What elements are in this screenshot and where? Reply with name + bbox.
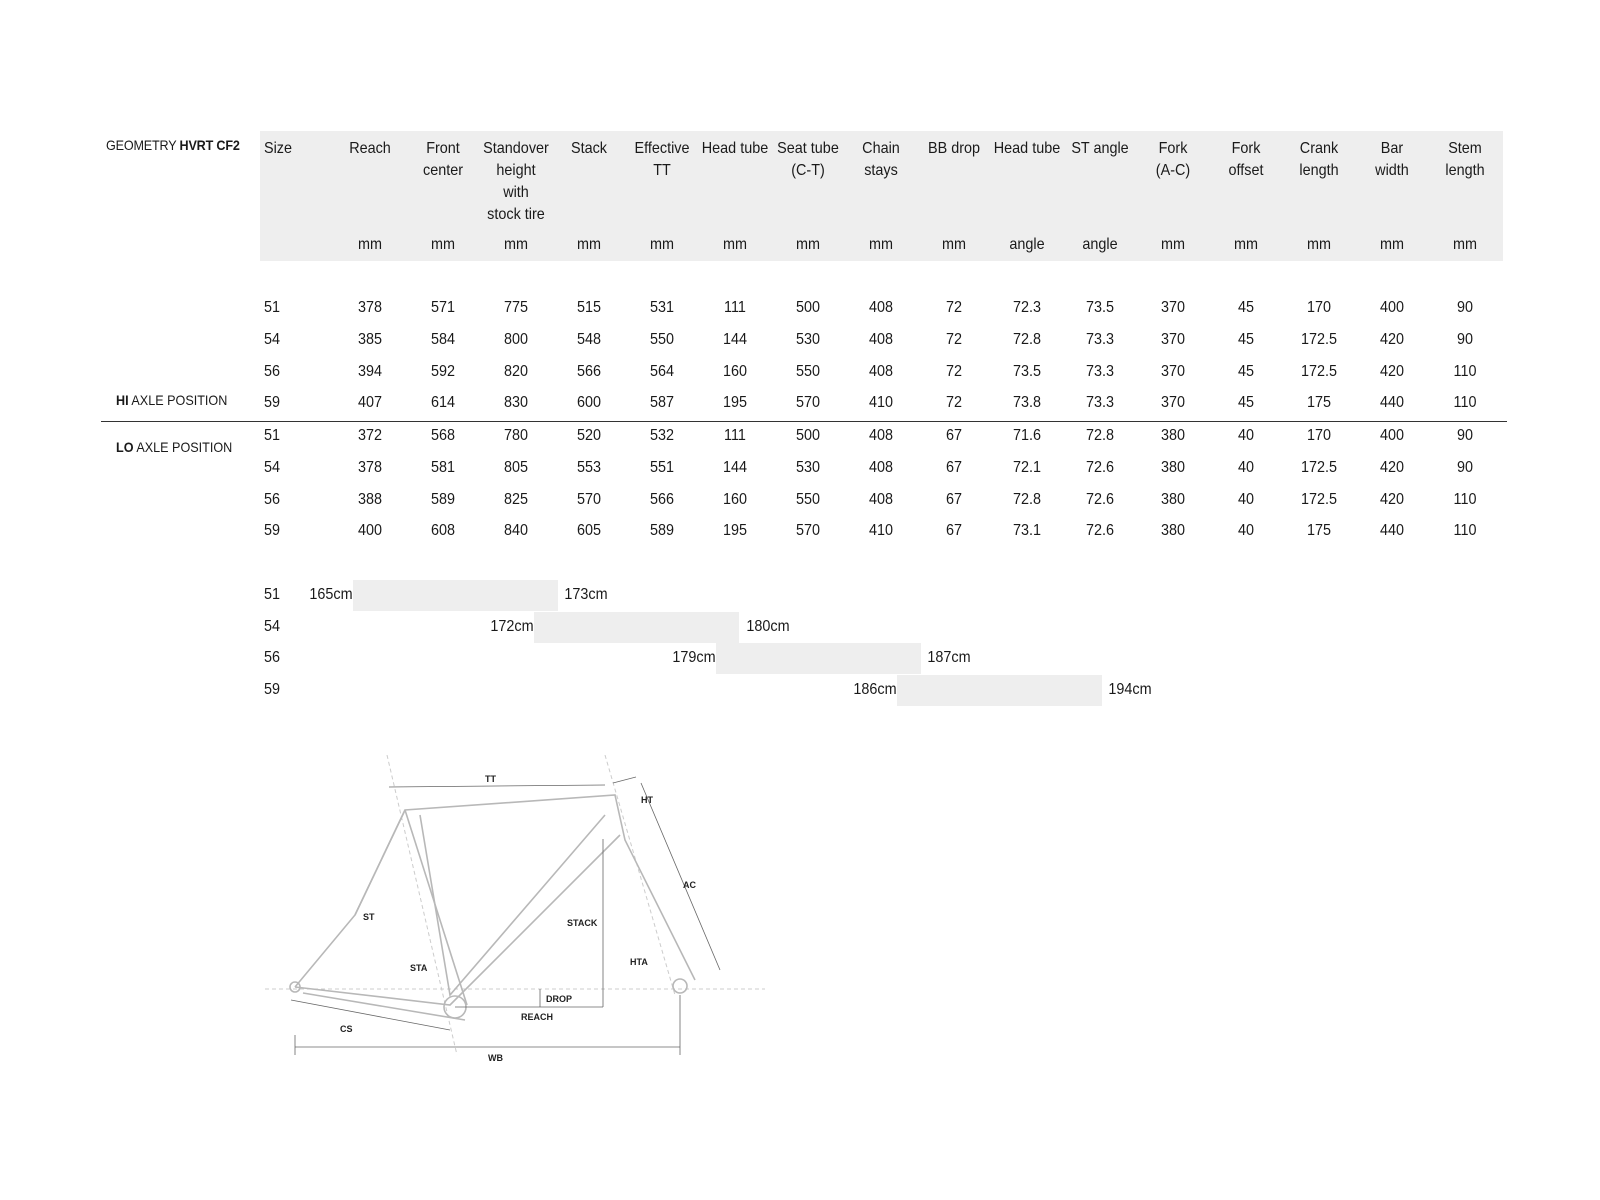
table-cell: 408 — [868, 458, 894, 476]
table-cell: 67 — [945, 458, 963, 476]
table-cell: 172.5 — [1300, 362, 1338, 380]
table-cell: 59 — [264, 394, 281, 412]
rider-height-max: 173cm — [564, 586, 608, 603]
table-cell: 72 — [945, 394, 963, 412]
rider-height-min: 186cm — [853, 681, 897, 699]
column-header: Crank length — [1299, 140, 1339, 179]
table-cell: 530 — [795, 330, 821, 348]
column-header: Stem length — [1445, 140, 1485, 179]
table-cell: 160 — [722, 490, 748, 508]
table-cell: 566 — [649, 490, 675, 508]
table-cell: 45 — [1237, 394, 1255, 412]
table-cell: 40 — [1237, 427, 1255, 444]
table-cell: 820 — [503, 362, 529, 380]
table-cell: 110 — [1453, 362, 1477, 380]
hi-axle-position-label: HI AXLE POSITION — [116, 392, 228, 408]
table-cell: 589 — [430, 490, 456, 508]
column-unit: mm — [796, 236, 820, 253]
label-st: ST — [363, 912, 375, 922]
column-unit: angle — [1082, 236, 1118, 253]
table-cell: 40 — [1237, 522, 1255, 540]
table-cell: 553 — [576, 458, 602, 476]
table-cell: 400 — [357, 522, 383, 540]
table-cell: 551 — [649, 458, 675, 476]
table-cell: 564 — [649, 362, 675, 380]
label-stack: STACK — [567, 918, 598, 928]
table-cell: 420 — [1379, 362, 1405, 380]
table-cell: 56 — [264, 490, 281, 508]
table-cell: 410 — [868, 394, 894, 412]
table-cell: 73.5 — [1085, 299, 1115, 316]
column-unit: mm — [1380, 236, 1404, 253]
table-cell: 54 — [264, 330, 281, 348]
table-cell: 195 — [722, 394, 748, 412]
column-unit: angle — [1009, 236, 1045, 253]
table-cell: 830 — [503, 394, 529, 412]
table-cell: 408 — [868, 490, 894, 508]
column-unit: mm — [723, 236, 747, 253]
table-cell: 380 — [1160, 490, 1186, 508]
table-cell: 59 — [264, 522, 281, 540]
table-cell: 72.6 — [1085, 522, 1115, 540]
label-tt: TT — [485, 774, 496, 784]
table-cell: 408 — [868, 299, 894, 316]
table-cell: 380 — [1160, 522, 1186, 540]
column-unit: mm — [1161, 236, 1185, 253]
table-cell: 144 — [722, 330, 748, 348]
table-cell: 72.3 — [1012, 299, 1042, 316]
column-header: Size — [264, 140, 293, 157]
table-cell: 408 — [868, 427, 894, 444]
table-cell: 388 — [357, 490, 383, 508]
table-cell: 170 — [1306, 427, 1332, 444]
table-cell: 71.6 — [1012, 427, 1042, 444]
table-cell: 800 — [503, 330, 529, 348]
table-cell: 170 — [1306, 299, 1332, 316]
rider-height-min: 165cm — [309, 586, 353, 603]
table-cell: 72.6 — [1085, 490, 1115, 508]
table-cell: 378 — [357, 299, 383, 316]
column-unit: mm — [504, 236, 528, 253]
table-cell: 370 — [1160, 394, 1186, 412]
table-cell: 775 — [503, 299, 529, 316]
column-header: BB drop — [927, 140, 981, 157]
table-cell: 378 — [357, 458, 383, 476]
label-wb: WB — [488, 1053, 503, 1063]
table-cell: 370 — [1160, 299, 1186, 316]
table-cell: 51 — [264, 427, 281, 444]
label-ac: AC — [683, 880, 696, 890]
table-cell: 840 — [503, 522, 529, 540]
column-header: Standover height with stock tire — [483, 140, 549, 223]
table-cell: 400 — [1379, 427, 1405, 444]
title-prefix: GEOMETRY — [106, 137, 180, 153]
table-cell: 600 — [576, 394, 602, 412]
table-cell: 440 — [1379, 522, 1405, 540]
table-cell: 72.1 — [1012, 458, 1042, 476]
column-unit: mm — [1307, 236, 1331, 253]
table-cell: 408 — [868, 330, 894, 348]
column-header: Stack — [570, 140, 607, 157]
lo-axle-position-label: LO AXLE POSITION — [116, 439, 233, 455]
table-cell: 370 — [1160, 330, 1186, 348]
table-cell: 72 — [945, 362, 963, 380]
label-cs: CS — [340, 1024, 353, 1034]
rider-height-range-bar — [897, 675, 1102, 706]
column-header: Chain stays — [862, 140, 900, 179]
table-cell: 144 — [722, 458, 748, 476]
table-cell: 72.8 — [1012, 330, 1042, 348]
table-cell: 515 — [576, 299, 602, 316]
table-cell: 385 — [357, 330, 383, 348]
table-cell: 780 — [503, 427, 529, 444]
column-unit: mm — [1234, 236, 1258, 253]
table-cell: 370 — [1160, 362, 1186, 380]
table-cell: 73.3 — [1085, 330, 1115, 348]
table-cell: 172.5 — [1300, 458, 1338, 476]
label-hta: HTA — [630, 957, 648, 967]
column-unit: mm — [942, 236, 966, 253]
table-cell: 532 — [649, 427, 675, 444]
table-cell: 410 — [868, 522, 894, 540]
table-cell: 566 — [576, 362, 602, 380]
table-cell: 111 — [724, 299, 746, 316]
table-cell: 40 — [1237, 458, 1255, 476]
table-cell: 394 — [357, 362, 383, 380]
table-cell: 570 — [795, 394, 821, 412]
table-cell: 72 — [945, 330, 963, 348]
table-cell: 45 — [1237, 362, 1255, 380]
table-cell: 72.8 — [1012, 490, 1042, 508]
table-cell: 67 — [945, 427, 963, 444]
table-cell: 73.3 — [1085, 362, 1115, 380]
table-cell: 805 — [503, 458, 529, 476]
table-cell: 520 — [576, 427, 602, 444]
rider-height-max: 180cm — [745, 617, 790, 635]
column-header: Bar width — [1375, 140, 1409, 179]
label-reach: REACH — [521, 1012, 554, 1022]
geometry-title — [106, 137, 240, 153]
rider-height-min: 179cm — [671, 649, 716, 667]
table-cell: 500 — [795, 427, 821, 444]
table-cell: 548 — [576, 330, 602, 348]
table-cell: 56 — [264, 362, 281, 380]
table-cell: 420 — [1379, 330, 1405, 348]
table-cell: 73.3 — [1085, 394, 1115, 412]
table-cell: 172.5 — [1300, 330, 1338, 348]
table-cell: 440 — [1379, 394, 1405, 412]
table-cell: 380 — [1160, 427, 1186, 444]
rider-size: 56 — [264, 649, 281, 667]
table-cell: 110 — [1453, 490, 1477, 508]
rider-size: 59 — [264, 681, 281, 699]
table-cell: 500 — [795, 299, 821, 316]
title-model: HVRT CF2 — [179, 137, 240, 153]
bike-frame-outline — [290, 795, 695, 1020]
column-header: ST angle — [1071, 140, 1129, 157]
table-cell: 407 — [357, 394, 383, 412]
table-cell: 570 — [795, 522, 821, 540]
table-cell: 589 — [649, 522, 675, 540]
table-cell: 614 — [430, 394, 456, 412]
table-cell: 581 — [430, 458, 456, 476]
table-cell: 550 — [795, 362, 821, 380]
table-cell: 584 — [430, 330, 456, 348]
table-cell: 420 — [1379, 490, 1405, 508]
column-unit: mm — [1453, 236, 1477, 253]
table-cell: 90 — [1456, 458, 1474, 476]
table-cell: 110 — [1453, 522, 1477, 540]
table-cell: 51 — [264, 299, 281, 316]
table-cell: 408 — [868, 362, 894, 380]
table-cell: 73.8 — [1012, 394, 1042, 412]
table-cell: 531 — [649, 299, 675, 316]
table-cell: 90 — [1456, 427, 1474, 444]
table-cell: 175 — [1306, 394, 1332, 412]
column-unit: mm — [650, 236, 674, 253]
table-cell: 550 — [795, 490, 821, 508]
table-cell: 592 — [430, 362, 456, 380]
table-cell: 45 — [1237, 299, 1255, 316]
table-cell: 172.5 — [1300, 490, 1338, 508]
table-cell: 570 — [576, 490, 602, 508]
rider-height-range-bar — [534, 612, 739, 643]
table-cell: 160 — [722, 362, 748, 380]
table-cell: 380 — [1160, 458, 1186, 476]
frame-geometry-diagram — [255, 755, 775, 1085]
table-cell: 40 — [1237, 490, 1255, 508]
table-cell: 571 — [430, 299, 456, 316]
column-unit: mm — [358, 236, 382, 253]
table-cell: 90 — [1456, 299, 1474, 316]
table-cell: 608 — [430, 522, 456, 540]
column-unit: mm — [431, 236, 455, 253]
table-cell: 111 — [724, 427, 746, 444]
table-cell: 372 — [357, 427, 383, 444]
rider-size: 51 — [264, 586, 281, 603]
table-cell: 90 — [1456, 330, 1474, 348]
table-cell: 420 — [1379, 458, 1405, 476]
table-cell: 72.8 — [1085, 427, 1115, 444]
rider-height-range-bar — [353, 580, 558, 611]
table-cell: 67 — [945, 490, 963, 508]
label-drop: DROP — [546, 994, 573, 1004]
table-cell: 825 — [503, 490, 529, 508]
rider-size: 54 — [264, 617, 281, 635]
column-header: Head tube — [993, 140, 1061, 157]
column-header: Seat tube (C-T) — [777, 140, 839, 179]
label-sta: STA — [410, 963, 428, 973]
column-header: Fork offset — [1228, 140, 1264, 179]
column-header: Effective TT — [634, 140, 690, 179]
table-cell: 195 — [722, 522, 748, 540]
table-divider — [101, 421, 1507, 422]
table-cell: 530 — [795, 458, 821, 476]
table-cell: 73.5 — [1012, 362, 1042, 380]
column-header: Front center — [422, 140, 464, 179]
table-cell: 175 — [1306, 522, 1332, 540]
table-cell: 72 — [945, 299, 963, 316]
table-cell: 568 — [430, 427, 456, 444]
table-cell: 400 — [1379, 299, 1405, 316]
table-cell: 67 — [945, 522, 963, 540]
rider-height-max: 194cm — [1108, 681, 1152, 699]
rider-height-range-bar — [716, 643, 921, 674]
rider-height-min: 172cm — [490, 617, 534, 635]
column-unit: mm — [869, 236, 893, 253]
table-cell: 72.6 — [1085, 458, 1115, 476]
rider-height-max: 187cm — [927, 649, 971, 667]
table-cell: 73.1 — [1012, 522, 1042, 540]
column-unit: mm — [577, 236, 601, 253]
column-header: Head tube — [701, 140, 769, 157]
label-ht: HT — [641, 795, 653, 805]
table-cell: 54 — [264, 458, 281, 476]
column-header: Fork (A-C) — [1155, 140, 1191, 179]
column-header: Reach — [349, 140, 391, 157]
table-cell: 110 — [1453, 394, 1477, 412]
table-cell: 587 — [649, 394, 675, 412]
table-cell: 45 — [1237, 330, 1255, 348]
table-cell: 605 — [576, 522, 602, 540]
table-cell: 550 — [649, 330, 675, 348]
